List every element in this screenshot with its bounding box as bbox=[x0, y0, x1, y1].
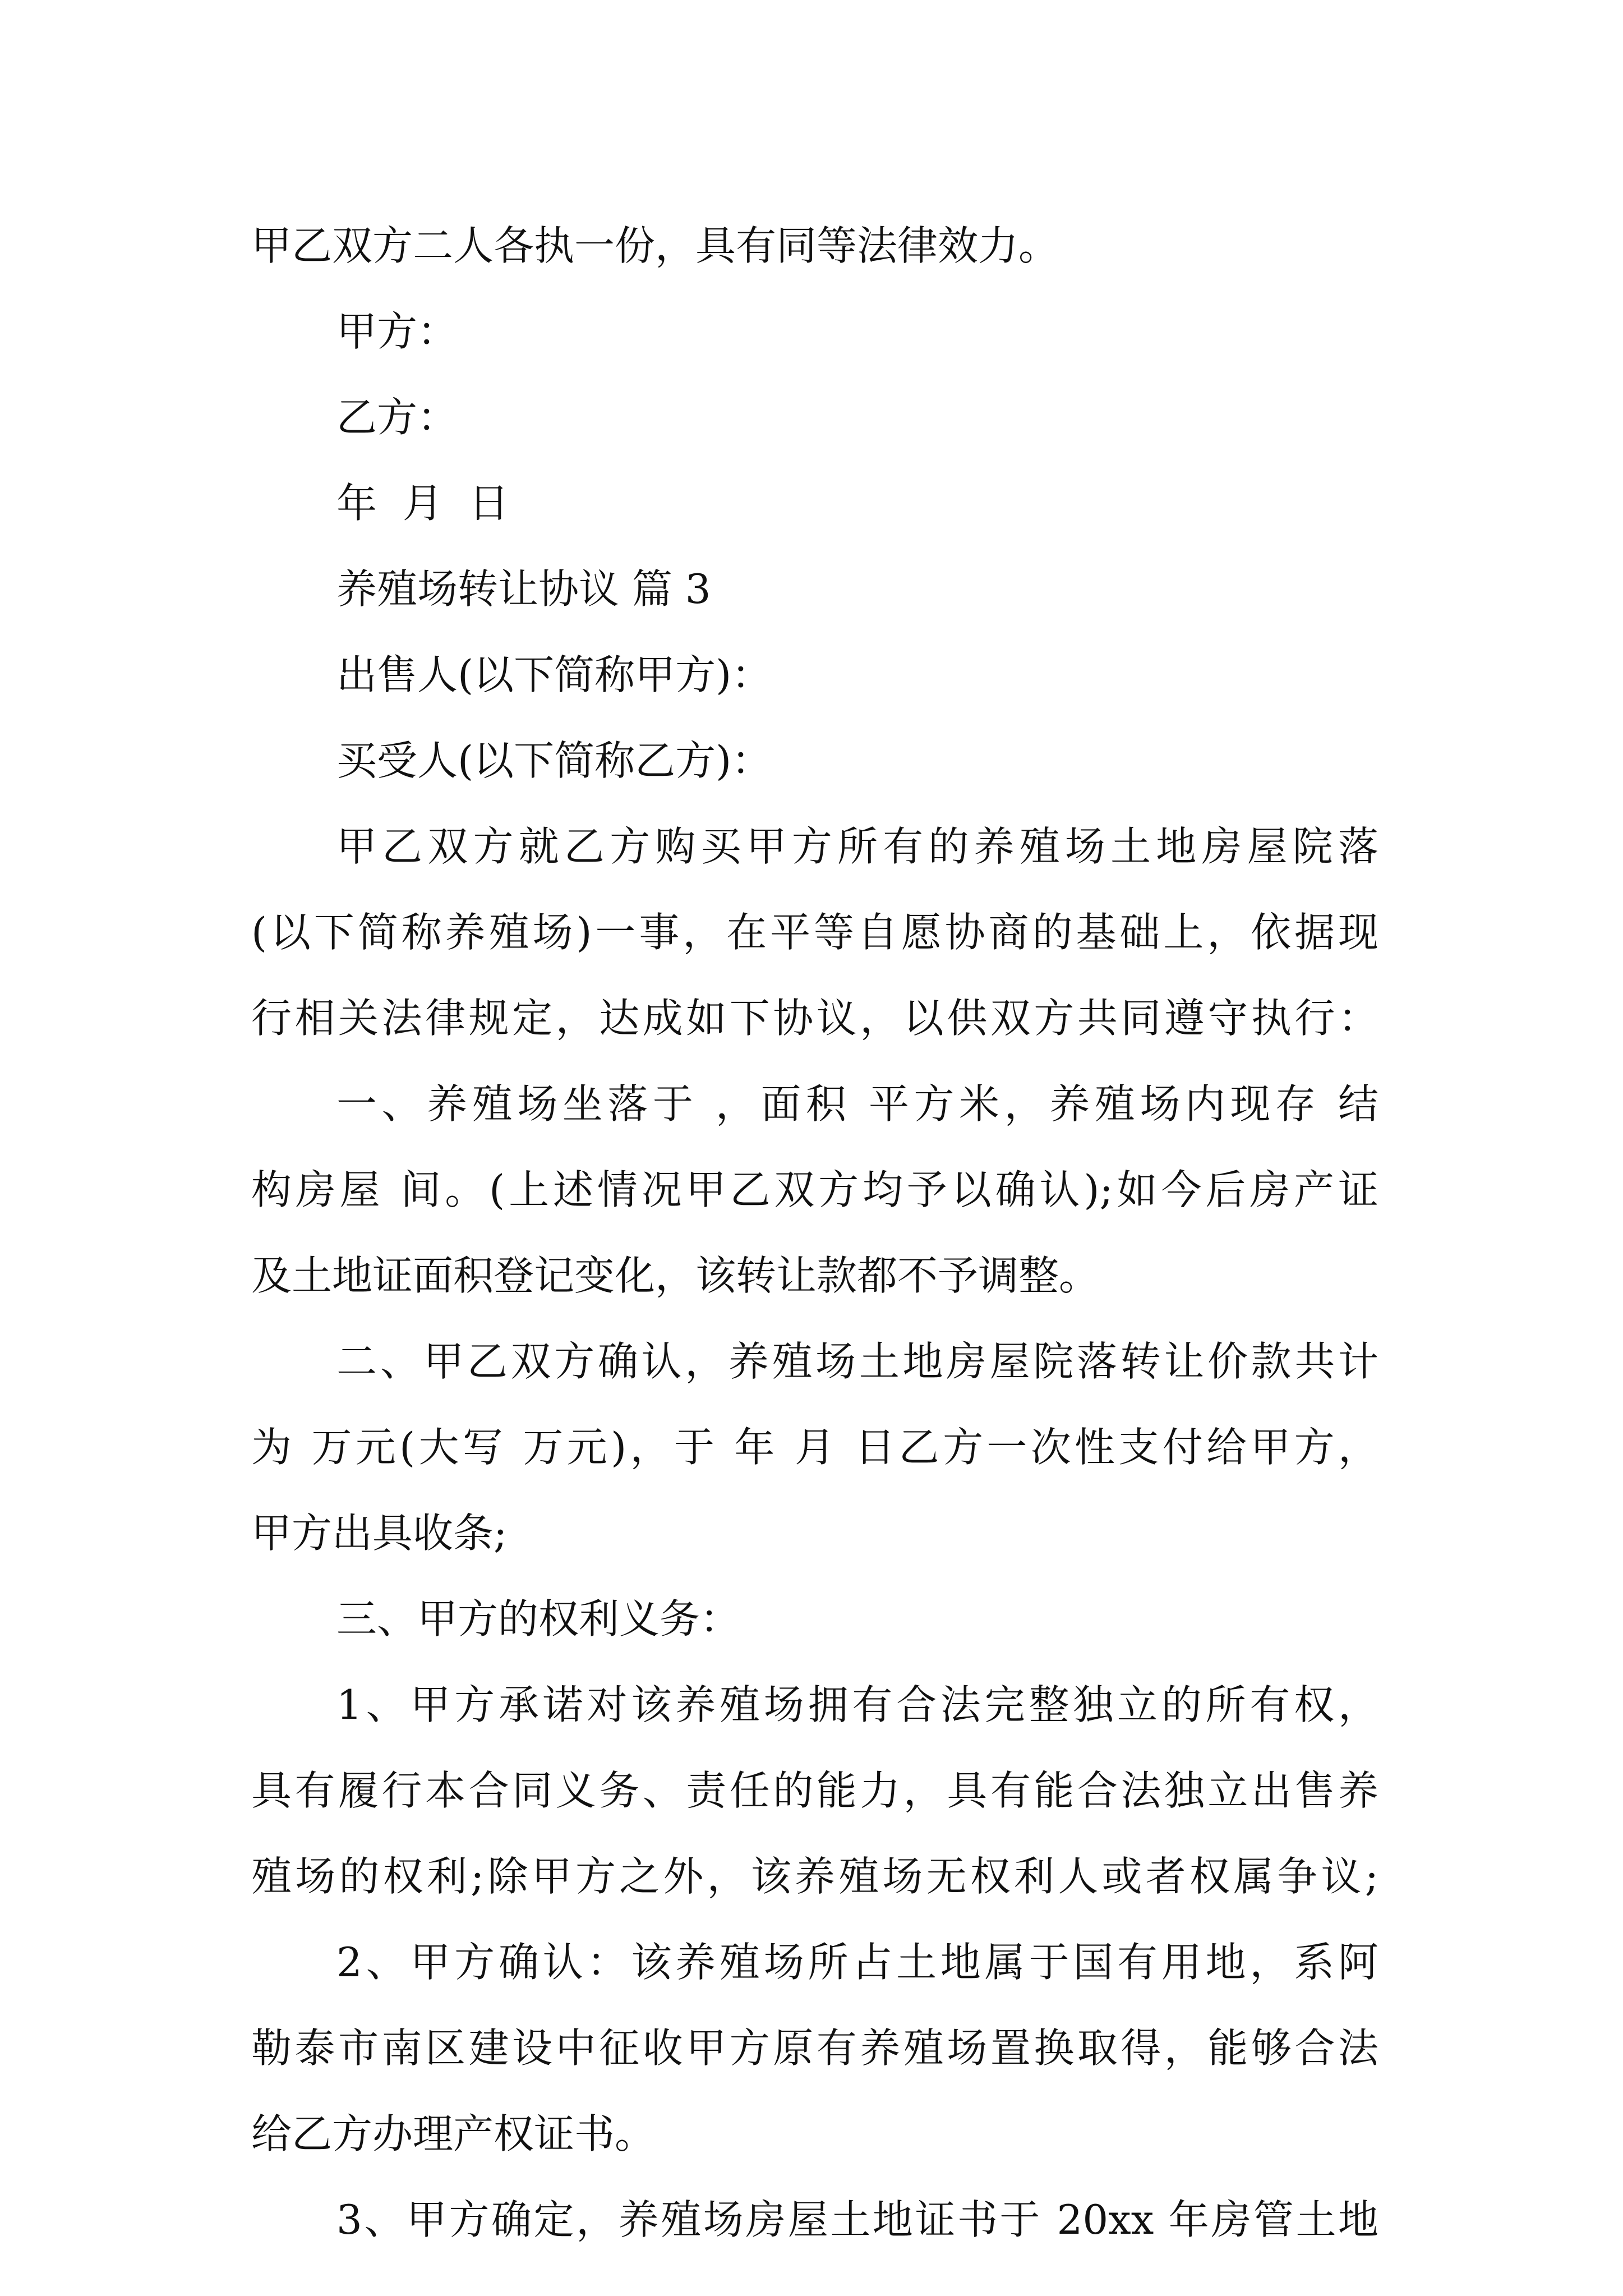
document-line: 为 万元(大写 万元)，于 年 月 日乙方一次性支付给甲方， bbox=[251, 1424, 1378, 1471]
document-line: 殖场的权利;除甲方之外，该养殖场无权利人或者权属争议; bbox=[251, 1853, 1378, 1900]
document-line: 1、甲方承诺对该养殖场拥有合法完整独立的所有权， bbox=[336, 1681, 1378, 1728]
document-line: (以下简称养殖场)一事，在平等自愿协商的基础上，依据现 bbox=[251, 909, 1378, 956]
document-line: 给乙方办理产权证书。 bbox=[251, 2110, 656, 2157]
document-line: 一、养殖场坐落于 ，面积 平方米，养殖场内现存 结 bbox=[336, 1080, 1378, 1128]
document-line: 乙方： bbox=[336, 394, 458, 441]
document-line: 构房屋 间。(上述情况甲乙双方均予以确认);如今后房产证 bbox=[251, 1166, 1378, 1213]
document-line: 买受人(以下简称乙方)： bbox=[336, 737, 772, 784]
document-line: 具有履行本合同义务、责任的能力，具有能合法独立出售养 bbox=[251, 1767, 1378, 1814]
document-line: 2、甲方确认：该养殖场所占土地属于国有用地，系阿 bbox=[336, 1939, 1378, 1986]
document-line: 出售人(以下简称甲方)： bbox=[336, 651, 772, 698]
document-line: 及土地证面积登记变化，该转让款都不予调整。 bbox=[251, 1252, 1100, 1299]
document-body bbox=[251, 203, 1378, 2263]
document-line: 甲方出具收条; bbox=[251, 1510, 508, 1557]
document-line: 甲乙双方二人各执一份，具有同等法律效力。 bbox=[251, 222, 1059, 269]
document-line: 年 月 日 bbox=[336, 480, 509, 527]
document-line: 甲乙双方就乙方购买甲方所有的养殖场土地房屋院落 bbox=[336, 823, 1378, 870]
document-line: 三、甲方的权利义务： bbox=[336, 1595, 741, 1642]
document-line: 养殖场转让协议 篇 3 bbox=[336, 565, 711, 613]
document-line: 3、甲方确定，养殖场房屋土地证书于 20xx 年房管土地 bbox=[336, 2196, 1378, 2243]
document-line: 二、甲乙双方确认，养殖场土地房屋院落转让价款共计 bbox=[336, 1338, 1378, 1385]
document-line: 甲方： bbox=[336, 308, 458, 355]
document-line: 勒泰市南区建设中征收甲方原有养殖场置换取得，能够合法 bbox=[251, 2024, 1378, 2072]
document-line: 行相关法律规定，达成如下协议，以供双方共同遵守执行： bbox=[251, 995, 1378, 1042]
